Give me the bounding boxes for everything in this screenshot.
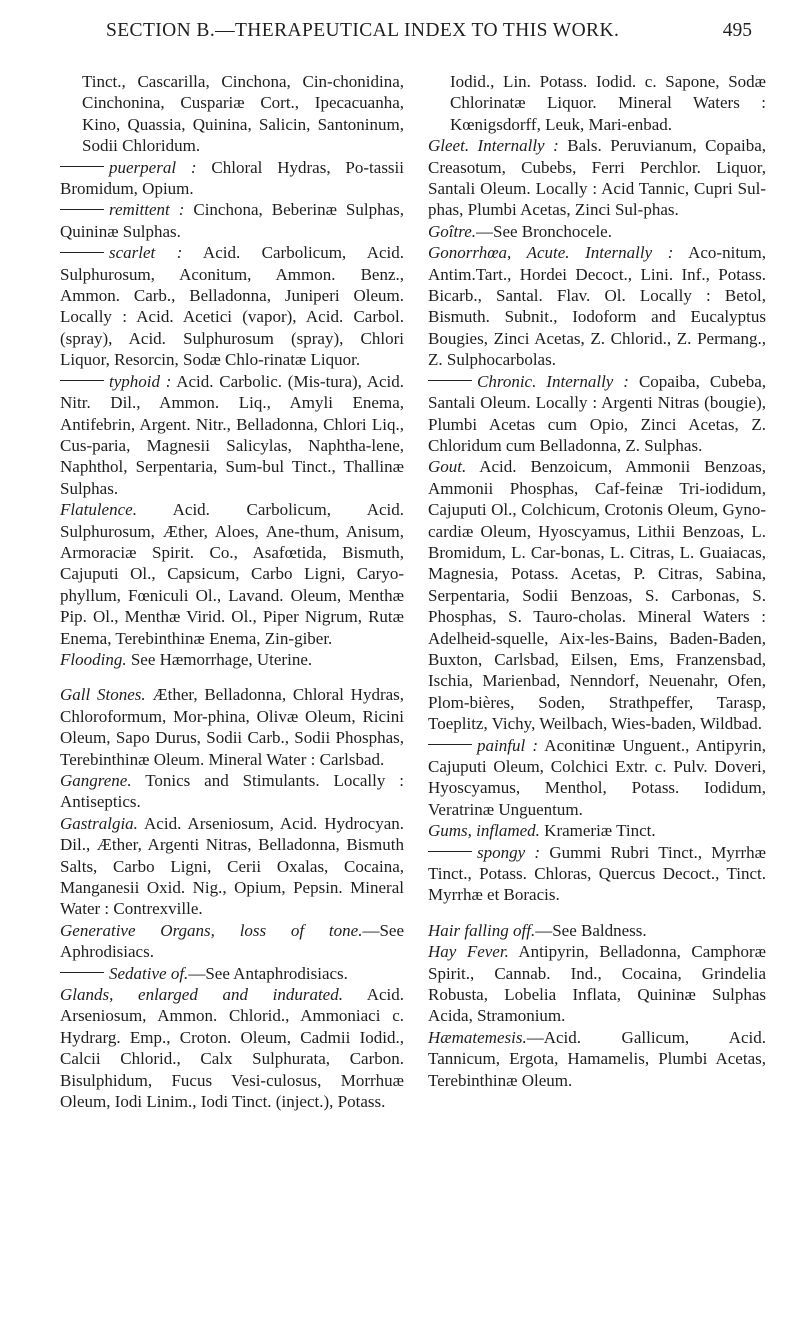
entry-text: Æther, Belladonna, Chloral Hydras, Chloroformum, Mor-phina, Olivæ Oleum, Ricini Oleum, Sapo Durus, Sodii Carb., Sodii Phosphas, Terebinthinæ Oleum. Mineral Water : Carlsbad. [60,685,405,769]
entry-head: puerperal : [109,157,197,177]
index-entry [428,371,766,457]
entry-text: —See Baldness. [535,920,647,940]
entry-head: Sedative of. [109,963,189,983]
entry-head: Glands, enlarged and indurated. [60,985,343,1005]
entry-text: —See Bronchocele. [476,221,612,241]
entry-head: Gall Stones. [60,685,146,705]
entry-text: Aconitinæ Unguent., Antipyrin, Cajuputi Oleum, Colchici Extr. c. Pulv. Doveri, Hyoscyamus, Menthol, Potass. Iodidum, Veratrinæ Unguentum. [428,735,766,819]
index-entry [428,456,766,734]
entry-head: Gleet. Internally : [428,136,559,156]
page-number: 495 [722,20,752,41]
index-entry [428,842,766,906]
index-entry [60,649,404,670]
entry-text: Tinct., Cascarilla, Cinchona, Cin-chonidina, Cinchonina, Cuspariæ Cort., Ipecacuanha, Kino, Quassia, Quinina, Salicin, Santoninum, Sodii Chloridum. [82,72,404,156]
index-entry [60,813,404,920]
index-entry [60,684,404,770]
index-entry [428,941,766,1027]
entry-head: Hair falling off. [428,920,536,940]
entry-head: remittent : [109,200,185,220]
index-entry [428,135,766,221]
ditto-dash [60,209,104,210]
entry-head: Flatulence. [60,500,137,520]
entry-text: Acid. Arseniosum, Acid. Hydrocyan. Dil., Æther, Argenti Nitras, Belladonna, Bismuth Salts, Carbo Ligni, Cerii Oxalas, Cocaina, Manganesii Oxid. Nig., Opium, Pepsin. Mineral Water : Contrexville. [60,813,405,919]
entry-text: —See Antaphrodisiacs. [188,963,348,983]
entry-text: Tonics and Stimulants. Locally : Antiseptics. [60,771,404,812]
index-entry [60,920,404,963]
index-entry [428,221,766,242]
index-entry [428,735,766,821]
entry-text: Acid. Benzoicum, Ammonii Benzoas, Ammonii Phosphas, Caf-feinæ Tri-iodidum, Cajuputi Ol., Colchicum, Crotonis Oleum, Gyno-cardiæ Oleum, Hyoscyamus, Lithii Benzoas, L. Bromidum, L. Car-bonas, L. Citras, L. Guaiacas, Magnesia, Potass. Acetas, P. Citras, Sabina, Serpentaria, Sodii Benzoas, S. Carbonas, S. Phosphas, S. Tauro-cholas. Mineral Waters : Adelheid-squelle, Aix-les-Bains, Baden-Baden, Buxton, Carlsbad, Eilsen, Ems, Franzensbad, Ischia, Marienbad, Nenndorf, Neuenahr, Ofen, Plom-bières, Soden, Strathpeffer, Tarasp, Toeplitz, Vichy, Weilbach, Wies-baden, Wildbad. [428,457,767,734]
ditto-dash [60,972,104,973]
index-entry [60,371,404,499]
index-entry [60,71,404,157]
entry-head: Gastralgia. [60,813,138,833]
entry-text: Gummi Rubri Tinct., Myrrhæ Tinct., Potass. Chloras, Quercus Decoct., Tinct. Myrrhæ et Boracis. [428,842,766,905]
section-title: SECTION B.—THERAPEUTICAL INDEX TO THIS WORK. [106,20,620,41]
entry-text: Chloral Hydras, Po-tassii Bromidum, Opium. [60,157,404,199]
ditto-dash [60,252,104,253]
entry-text: Cinchona, Beberinæ Sulphas, Quininæ Sulphas. [60,200,404,241]
entry-head: Goître. [428,221,477,241]
entry-text: See Hæmorrhage, Uterine. [130,649,313,669]
entry-text: Aco-nitum, Antim.Tart., Hordei Decoct., Lini. Inf., Potass. Bicarb., Santal. Flav. Ol. Locally : Betol, Bismuth. Subnit., Iodoform and Eucalyptus Bougies, Zinci Acetas, Z. Chlorid., Z. Permang., Z. Sulphocarbolas. [428,243,767,370]
entry-text: Krameriæ Tinct. [544,821,656,841]
entry-head: Chronic. Internally : [477,371,629,391]
index-entry [60,499,404,649]
index-entry [428,920,766,941]
entry-text: —See Aphrodisiacs. [60,920,404,962]
right-column [428,71,766,1091]
index-entry [60,963,404,984]
index-entry [428,71,766,135]
entry-head: Gums, inflamed. [428,821,540,841]
ditto-dash [428,744,472,745]
index-entry [60,199,404,242]
entry-text: Acid. Carbolic. (Mis-tura), Acid. Nitr. Dil., Ammon. Liq., Amyli Enema, Antifebrin, Argent. Nitr., Belladonna, Chlori Liq., Cus-paria, Magnesii Salicylas, Naphtha-lene, Naphthol, Serpentaria, Sum-bul Tinct., Thallinæ Sulphas. [60,371,405,498]
entry-head: spongy : [477,842,541,862]
entry-text: Iodid., Lin. Potass. Iodid. c. Sapone, Sodæ Chlorinatæ Liquor. Mineral Waters : Kœnigsdorff, Leuk, Mari-enbad. [450,72,766,134]
ditto-dash [428,851,472,852]
entry-head: Generative Organs, loss of tone. [60,920,363,940]
entry-text: Copaiba, Cubeba, Santali Oleum. Locally : Argenti Nitras (bougie), Plumbi Acetas cum Opio, Zinci Acetas, Z. Chloridum cum Belladonna, Z. Sulphas. [428,371,767,455]
entry-text: —Acid. Gallicum, Acid. Tannicum, Ergota, Hamamelis, Plumbi Acetas, Terebinthinæ Oleum. [428,1027,766,1090]
index-entry [428,242,766,370]
running-header [0,20,800,54]
entry-head: typhoid : [109,371,172,391]
index-entry [60,157,404,200]
index-entry [60,984,404,1112]
entry-head: Gout. [428,457,467,477]
entry-head: Flooding. [60,649,127,669]
left-column [60,71,404,1113]
entry-text: Acid. Carbolicum, Acid. Sulphurosum, Æther, Aloes, Ane-thum, Anisum, Armoraciæ Spirit. Co., Asafœtida, Bismuth, Cajuputi Ol., Capsicum, Carbo Ligni, Caryo-phyllum, Fœniculi Ol., Lavand. Oleum, Menthæ Pip. Ol., Menthæ Virid. Ol., Piper Nigrum, Rutæ Enema, Terebinthinæ Enema, Zin-giber. [60,500,404,648]
entry-text: Acid. Carbolicum, Acid. Sulphurosum, Aconitum, Ammon. Benz., Ammon. Carb., Belladonna, Juniperi Oleum. Locally : Acid. Acetici (vapor), Acid. Carbol. (spray), Acid. Sulphurosum (spray), Chlori Liquor, Resorcin, Sodæ Chlo-rinatæ Liquor. [60,243,404,370]
index-entry [60,770,404,813]
entry-text: Bals. Peruvianum, Copaiba, Creasotum, Cubebs, Ferri Perchlor. Liquor, Santali Oleum. Locally : Acid Tannic, Cupri Sul-phas, Plumbi Acetas, Zinci Sul-phas. [428,136,767,220]
index-entry [60,242,404,370]
entry-head: Gonorrhœa, Acute. Internally : [428,243,674,263]
ditto-dash [428,380,472,381]
entry-text: Antipyrin, Belladonna, Camphoræ Spirit., Cannab. Ind., Cocaina, Grindelia Robusta, Lobelia Inflata, Quininæ Sulphas Acida, Stramonium. [428,942,767,1026]
entry-head: scarlet : [109,243,183,263]
ditto-dash [60,166,104,167]
ditto-dash [60,380,104,381]
entry-head: painful : [477,735,539,755]
entry-text: Acid. Arseniosum, Ammon. Chlorid., Ammoniaci c. Hydrarg. Emp., Croton. Oleum, Cadmii Iodid., Calcii Chlorid., Calx Sulphurata, Carbon. Bisulphidum, Fucus Vesi-culosus, Morrhuæ Oleum, Iodi Linim., Iodi Tinct. (inject.), Potass. [60,985,404,1112]
entry-head: Hæmatemesis. [428,1027,527,1047]
index-entry [428,1027,766,1091]
entry-head: Hay Fever. [428,942,509,962]
entry-head: Gangrene. [60,771,132,790]
index-entry [428,820,766,841]
